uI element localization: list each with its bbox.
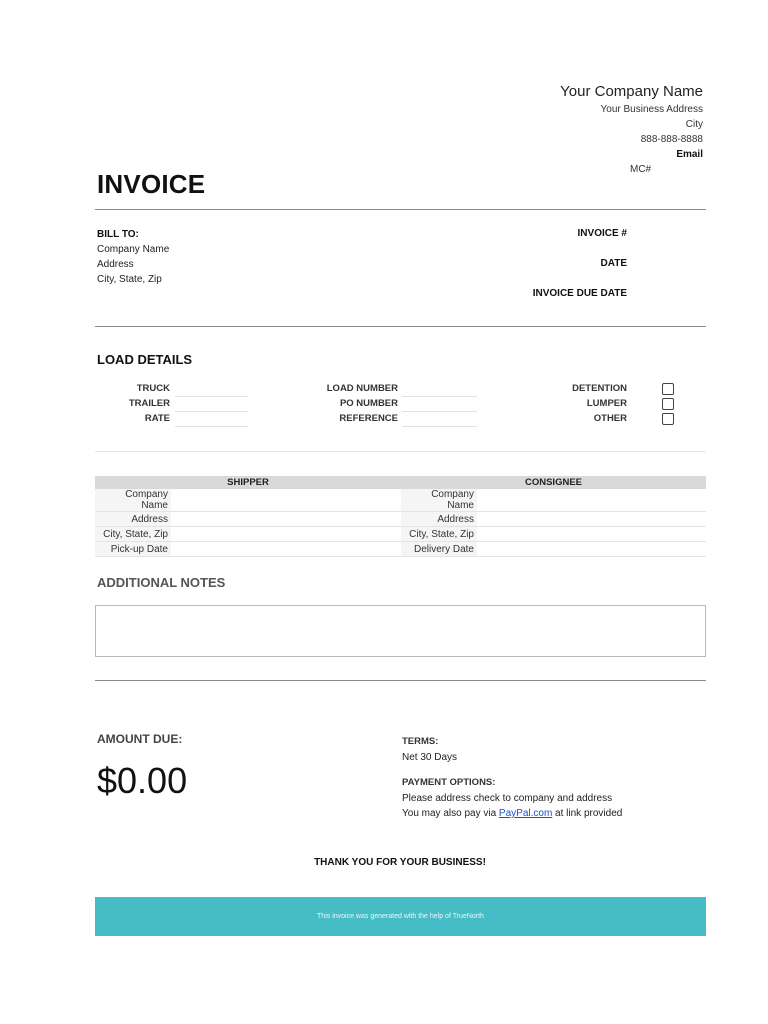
- company-city: City: [685, 119, 703, 130]
- load-details-title: LOAD DETAILS: [97, 352, 193, 367]
- po-number-field[interactable]: [402, 411, 477, 412]
- bill-to-title: BILL TO:: [97, 229, 139, 240]
- table-row: [401, 542, 706, 557]
- invoice-number-label: INVOICE #: [577, 228, 627, 239]
- consignee-table: [401, 476, 706, 557]
- shipper-city-label: City, State, Zip: [95, 527, 171, 542]
- header-divider: [95, 209, 706, 210]
- payment-options-label: PAYMENT OPTIONS:: [402, 777, 496, 788]
- company-info: [560, 82, 703, 162]
- invoice-date-label: DATE: [600, 258, 627, 269]
- footer-band: This invoice was generated with the help of TrueNorth: [95, 897, 706, 936]
- po-number-label: PO NUMBER: [339, 398, 398, 409]
- company-email: Email: [676, 149, 703, 160]
- bill-divider: [95, 326, 706, 327]
- terms-label: TERMS:: [402, 736, 439, 747]
- trailer-label: TRAILER: [128, 398, 170, 409]
- amount-due-value: $0.00: [97, 760, 188, 801]
- paypal-link[interactable]: PayPal.com: [498, 808, 553, 819]
- consignee-company-field[interactable]: [477, 489, 706, 512]
- company-name: Your Company Name: [560, 83, 703, 100]
- payment-prefix: You may also pay via: [402, 808, 499, 819]
- other-label: OTHER: [593, 413, 627, 424]
- consignee-company-label: Company Name: [401, 489, 477, 512]
- table-row: [95, 542, 401, 557]
- delivery-date-field[interactable]: [477, 542, 706, 557]
- additional-notes-title: ADDITIONAL NOTES: [97, 575, 226, 590]
- reference-field[interactable]: [402, 426, 477, 427]
- company-address: Your Business Address: [600, 104, 703, 115]
- rate-field[interactable]: [175, 426, 248, 427]
- table-row: [401, 489, 706, 512]
- lumper-label: LUMPER: [586, 398, 627, 409]
- shipper-header: SHIPPER: [95, 476, 401, 489]
- additional-notes-box[interactable]: [95, 605, 706, 657]
- consignee-city-field[interactable]: [477, 527, 706, 542]
- pickup-date-label: Pick-up Date: [95, 542, 171, 557]
- rate-label: RATE: [144, 413, 170, 424]
- load-divider: [95, 451, 706, 452]
- company-mc-number: MC#: [630, 164, 652, 175]
- shipper-company-label: Company Name: [95, 489, 171, 512]
- terms-section: [402, 734, 622, 822]
- bill-to-section: [97, 227, 169, 287]
- load-number-field[interactable]: [402, 396, 477, 397]
- table-row: [95, 489, 401, 512]
- shipper-company-field[interactable]: [171, 489, 401, 512]
- reference-label: REFERENCE: [339, 413, 398, 424]
- bill-to-company: Company Name: [97, 244, 170, 255]
- load-number-label: LOAD NUMBER: [326, 383, 398, 394]
- thank-you-message: THANK YOU FOR YOUR BUSINESS!: [314, 857, 486, 868]
- detention-label: DETENTION: [572, 383, 627, 394]
- detention-checkbox[interactable]: [662, 383, 674, 395]
- table-row: [401, 527, 706, 542]
- table-row: [401, 512, 706, 527]
- table-row: [95, 512, 401, 527]
- shipper-city-field[interactable]: [171, 527, 401, 542]
- page-title: INVOICE: [97, 169, 206, 199]
- trailer-field[interactable]: [175, 411, 248, 412]
- bill-to-city: City, State, Zip: [97, 274, 162, 285]
- consignee-address-field[interactable]: [477, 512, 706, 527]
- company-phone: 888-888-8888: [640, 134, 703, 145]
- invoice-due-date-label: INVOICE DUE DATE: [532, 288, 627, 299]
- truck-field[interactable]: [175, 396, 248, 397]
- lumper-checkbox[interactable]: [662, 398, 674, 410]
- terms-value: Net 30 Days: [402, 751, 458, 763]
- other-checkbox[interactable]: [662, 413, 674, 425]
- payment-line-paypal: [402, 806, 622, 822]
- payment-suffix: at link provided: [552, 808, 623, 819]
- payment-line-check: Please address check to company and address: [402, 792, 613, 804]
- amount-due-label: AMOUNT DUE:: [97, 732, 183, 746]
- delivery-date-label: Delivery Date: [401, 542, 477, 557]
- consignee-city-label: City, State, Zip: [401, 527, 477, 542]
- shipper-address-field[interactable]: [171, 512, 401, 527]
- consignee-address-label: Address: [401, 512, 477, 527]
- shipper-table: [95, 476, 401, 557]
- shipper-address-label: Address: [95, 512, 171, 527]
- pickup-date-field[interactable]: [171, 542, 401, 557]
- consignee-header: CONSIGNEE: [401, 476, 706, 489]
- truck-label: TRUCK: [136, 383, 170, 394]
- bill-to-address: Address: [97, 259, 134, 270]
- notes-divider: [95, 680, 706, 681]
- table-row: [95, 527, 401, 542]
